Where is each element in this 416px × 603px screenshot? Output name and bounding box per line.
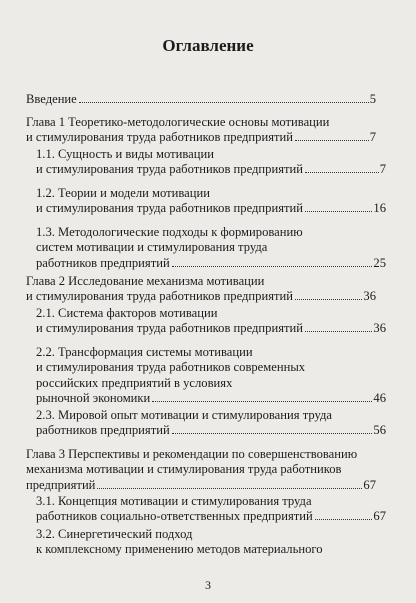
page-number: 3 (205, 578, 211, 592)
toc-entry-text: предприятий (26, 477, 96, 492)
toc-entry-text: механизма мотивации и стимулирования труда работников (26, 462, 342, 477)
dot-leader (172, 433, 373, 434)
dot-leader (295, 140, 369, 141)
dot-leader (305, 172, 379, 173)
toc-entry (26, 527, 386, 558)
toc-page-number: 67 (373, 509, 386, 524)
toc-entry (26, 92, 376, 107)
dot-leader (172, 266, 373, 267)
toc-entry-text: и стимулирования труда работников предприятий (36, 162, 303, 177)
toc-entry-text: Глава 3 Перспективы и рекомендации по совершенствованию (26, 447, 358, 461)
toc-entry-last-line (36, 391, 386, 406)
toc-entry-text: и стимулирования труда работников предприятий (36, 201, 303, 216)
dot-leader (79, 102, 369, 103)
toc-entry (26, 115, 376, 146)
toc-page-number: 56 (373, 423, 386, 438)
toc-page-number: 36 (363, 289, 376, 304)
toc-page-number: 16 (373, 201, 386, 216)
toc-entry-text: к комплексному применению методов материального (36, 542, 323, 557)
toc-page-number: 7 (379, 162, 386, 177)
toc-entry (26, 408, 386, 439)
toc-entry-text: систем мотивации и стимулирования труда (36, 240, 268, 255)
toc-entry-last-line (26, 92, 376, 107)
toc-entry-last-line (36, 201, 386, 216)
toc-entry-last-line (36, 256, 386, 271)
toc-entry-text: 1.1. Сущность и виды мотивации (36, 147, 214, 161)
toc-entry (26, 494, 386, 525)
toc-entry-text: и стимулирования труда работников предприятий (36, 321, 303, 336)
toc-entry-text: 1.3. Методологические подходы к формированию (36, 225, 303, 239)
toc-entry-text: Глава 1 Теоретико-методологические основы мотивации (26, 115, 330, 129)
toc-page-number: 67 (363, 477, 376, 492)
toc-entry-last-line (36, 423, 386, 438)
toc-entry-text: и стимулирования труда работников предприятий (26, 289, 293, 304)
toc-entry (26, 306, 386, 337)
toc-page-number: 25 (373, 255, 386, 270)
toc-entry-text: работников предприятий (36, 255, 170, 270)
toc-entry (26, 225, 386, 271)
toc-entry-last-line (36, 509, 386, 524)
toc-entry-text: Глава 2 Исследование механизма мотивации (26, 274, 265, 288)
toc-entry-text: работников предприятий (36, 423, 170, 438)
dot-leader (97, 488, 362, 489)
toc-entry-text: и стимулирования труда работников современных (36, 360, 306, 375)
toc-entry-last-line (26, 130, 376, 145)
toc-page-number: 36 (373, 321, 386, 336)
toc-entry-text: 3.2. Синергетический подход (36, 527, 193, 541)
toc-page-number: 7 (369, 130, 376, 145)
toc-entry-text: рыночной экономики (36, 391, 151, 406)
dot-leader (305, 331, 372, 332)
toc-entry (26, 147, 386, 178)
toc-entry-text: российских предприятий в условиях (36, 375, 233, 390)
toc-entry-text: 2.2. Трансформация системы мотивации (36, 345, 253, 359)
toc-entry-last-line (36, 321, 386, 336)
toc-entry-last-line (26, 478, 376, 493)
toc-title: Оглавление (162, 36, 254, 55)
toc-page-number: 46 (373, 391, 386, 406)
toc-entry-text: работников социально-ответственных предприятий (36, 509, 313, 524)
dot-leader (295, 299, 362, 300)
toc-entry (26, 345, 386, 407)
dot-leader (315, 519, 373, 520)
toc-entry (26, 447, 376, 493)
toc-entry-text: и стимулирования труда работников предприятий (26, 130, 293, 145)
toc-entry-last-line (36, 162, 386, 177)
toc-entry-text: 1.2. Теории и модели мотивации (36, 186, 210, 200)
toc-entry-text: 2.1. Система факторов мотивации (36, 306, 218, 320)
toc-entry (26, 274, 376, 305)
toc-entry-text: Введение (26, 92, 77, 106)
toc-entry-text: 2.3. Мировой опыт мотивации и стимулирования труда (36, 408, 332, 422)
toc-entry-text: 3.1. Концепция мотивации и стимулирования труда (36, 494, 312, 508)
toc-page-number: 5 (369, 92, 376, 106)
dot-leader (152, 401, 372, 402)
toc-entry-last-line (26, 289, 376, 304)
dot-leader (305, 211, 372, 212)
toc-entry (26, 186, 386, 217)
